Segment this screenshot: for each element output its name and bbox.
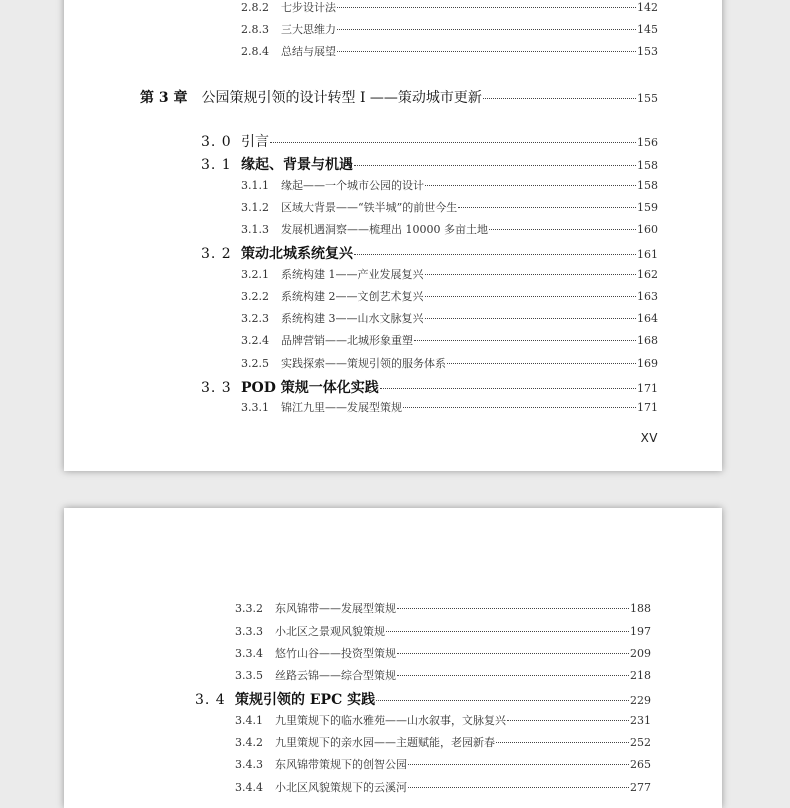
entry-page: 160: [637, 223, 658, 236]
toc-entry: [235, 667, 651, 683]
chapter-title: 公园策规引领的设计转型 I ——策动城市更新: [201, 90, 482, 106]
toc-chapter: [140, 87, 658, 107]
entry-number: 3.4.3: [235, 758, 263, 771]
section-number: 3. 0: [201, 134, 232, 150]
dot-leader: [507, 720, 629, 721]
toc-entry: [241, 332, 658, 348]
entry-page: 168: [637, 334, 658, 347]
dot-leader: [483, 98, 636, 99]
entry-page: 153: [637, 45, 658, 58]
entry-title: 系统构建 3——山水文脉复兴: [281, 312, 424, 325]
toc-entry: [235, 623, 651, 639]
entry-page: 265: [630, 758, 651, 771]
entry-number: 3.3.2: [235, 602, 263, 615]
section-number: 3. 1: [201, 157, 232, 173]
entry-title: 小北区风貌策规下的云溪河: [275, 781, 407, 794]
entry-number: 3.3.4: [235, 647, 263, 660]
entry-page: 218: [630, 669, 651, 682]
section-title: POD 策规一体化实践: [241, 380, 379, 396]
toc-page-lower: [64, 508, 722, 808]
entry-page: 158: [637, 159, 658, 172]
dot-leader: [354, 165, 636, 166]
entry-number: 3.4.1: [235, 714, 263, 727]
entry-page: 209: [630, 647, 651, 660]
entry-page: 163: [637, 290, 658, 303]
dot-leader: [425, 274, 637, 275]
entry-page: 171: [637, 401, 658, 414]
entry-page: 252: [630, 736, 651, 749]
entry-page: 162: [637, 268, 658, 281]
entry-title: 东风锦带策规下的创智公园: [275, 758, 407, 771]
entry-number: 3.1.3: [241, 223, 269, 236]
dot-leader: [408, 787, 629, 788]
dot-leader: [458, 207, 636, 208]
entry-title: 悠竹山谷——投资型策规: [275, 647, 396, 660]
entry-page: 159: [637, 201, 658, 214]
entry-number: 3.1.2: [241, 201, 269, 214]
toc-section: [195, 689, 651, 709]
entry-number: 3.2.3: [241, 312, 269, 325]
entry-title: 发展机遇洞察——梳理出 10000 多亩土地: [281, 223, 488, 236]
toc-entry: [235, 712, 651, 728]
entry-page: 164: [637, 312, 658, 325]
toc-entry: [235, 645, 651, 661]
dot-leader: [397, 653, 629, 654]
section-number: 3. 3: [201, 380, 232, 396]
dot-leader: [489, 229, 636, 230]
toc-entry: [235, 756, 651, 772]
toc-entry: [241, 0, 658, 15]
section-title: 缘起、背景与机遇: [241, 157, 353, 173]
dot-leader: [408, 764, 629, 765]
dot-leader: [337, 51, 636, 52]
entry-number: 3.3.1: [241, 401, 269, 414]
dot-leader: [337, 29, 636, 30]
section-number: 3. 2: [201, 246, 232, 262]
toc-section: [201, 377, 658, 397]
dot-leader: [386, 631, 629, 632]
toc-entry: [241, 221, 658, 237]
entry-number: 3.1.1: [241, 179, 269, 192]
toc-entry: [241, 399, 658, 415]
dot-leader: [414, 340, 636, 341]
entry-number: 2.8.3: [241, 23, 269, 36]
toc-entry: [241, 199, 658, 215]
dot-leader: [376, 700, 629, 701]
entry-page: 155: [637, 92, 658, 105]
entry-number: 3.2.5: [241, 357, 269, 370]
entry-page: 169: [637, 357, 658, 370]
entry-number: 3.4.4: [235, 781, 263, 794]
section-number: 3. 4: [195, 692, 226, 708]
toc-entry: [241, 310, 658, 326]
dot-leader: [354, 254, 636, 255]
entry-title: 缘起——一个城市公园的设计: [281, 179, 424, 192]
entry-title: 东风锦带——发展型策规: [275, 602, 396, 615]
entry-number: 3.3.5: [235, 669, 263, 682]
section-title: 引言: [241, 134, 269, 150]
dot-leader: [425, 318, 637, 319]
toc-entry: [235, 779, 651, 795]
entry-page: 142: [637, 1, 658, 14]
entry-page: 158: [637, 179, 658, 192]
entry-page: 156: [637, 136, 658, 149]
entry-page: 171: [637, 382, 658, 395]
chapter-number: 第 3 章: [140, 90, 188, 106]
toc-entry: [241, 177, 658, 193]
dot-leader: [380, 388, 636, 389]
entry-number: 3.4.2: [235, 736, 263, 749]
dot-leader: [337, 7, 636, 8]
entry-title: 三大思维力: [281, 23, 336, 36]
dot-leader: [397, 675, 629, 676]
entry-title: 七步设计法: [281, 1, 336, 14]
entry-number: 3.2.1: [241, 268, 269, 281]
toc-page-upper: [64, 0, 722, 471]
section-title: 策规引领的 EPC 实践: [235, 692, 376, 708]
dot-leader: [270, 142, 636, 143]
entry-title: 区域大背景——“铁半城”的前世今生: [281, 201, 458, 214]
entry-title: 总结与展望: [281, 45, 336, 58]
entry-page: 188: [630, 602, 651, 615]
entry-title: 实践探索——策规引领的服务体系: [281, 357, 446, 370]
toc-entry: [235, 600, 651, 616]
entry-title: 丝路云锦——综合型策规: [275, 669, 396, 682]
entry-page: 229: [630, 694, 651, 707]
entry-title: 九里策规下的亲水园——主题赋能，老园新春: [275, 736, 495, 749]
entry-title: 品牌营销——北城形象重塑: [281, 334, 413, 347]
entry-number: 2.8.2: [241, 1, 269, 14]
toc-section: [201, 154, 658, 174]
toc-section: [201, 243, 658, 263]
dot-leader: [425, 296, 637, 297]
section-title: 策动北城系统复兴: [241, 246, 353, 262]
page-folio: XV: [640, 431, 658, 445]
toc-entry: [241, 266, 658, 282]
dot-leader: [397, 608, 629, 609]
entry-title: 九里策规下的临水雅苑——山水叙事，文脉复兴: [275, 714, 506, 727]
entry-title: 系统构建 2——文创艺术复兴: [281, 290, 424, 303]
toc-entry: [241, 288, 658, 304]
entry-number: 3.2.2: [241, 290, 269, 303]
entry-title: 系统构建 1——产业发展复兴: [281, 268, 424, 281]
toc-entry: [241, 43, 658, 59]
toc-entry: [241, 21, 658, 37]
entry-title: 小北区之景观风貌策规: [275, 625, 385, 638]
dot-leader: [496, 742, 629, 743]
entry-number: 2.8.4: [241, 45, 269, 58]
entry-page: 145: [637, 23, 658, 36]
toc-section: [201, 131, 658, 151]
entry-page: 197: [630, 625, 651, 638]
toc-entry: [241, 355, 658, 371]
dot-leader: [447, 363, 636, 364]
entry-page: 231: [630, 714, 651, 727]
toc-entry: [235, 734, 651, 750]
entry-number: 3.2.4: [241, 334, 269, 347]
entry-title: 锦江九里——发展型策规: [281, 401, 402, 414]
entry-number: 3.3.3: [235, 625, 263, 638]
dot-leader: [425, 185, 636, 186]
entry-page: 277: [630, 781, 651, 794]
dot-leader: [403, 407, 636, 408]
entry-page: 161: [637, 248, 658, 261]
